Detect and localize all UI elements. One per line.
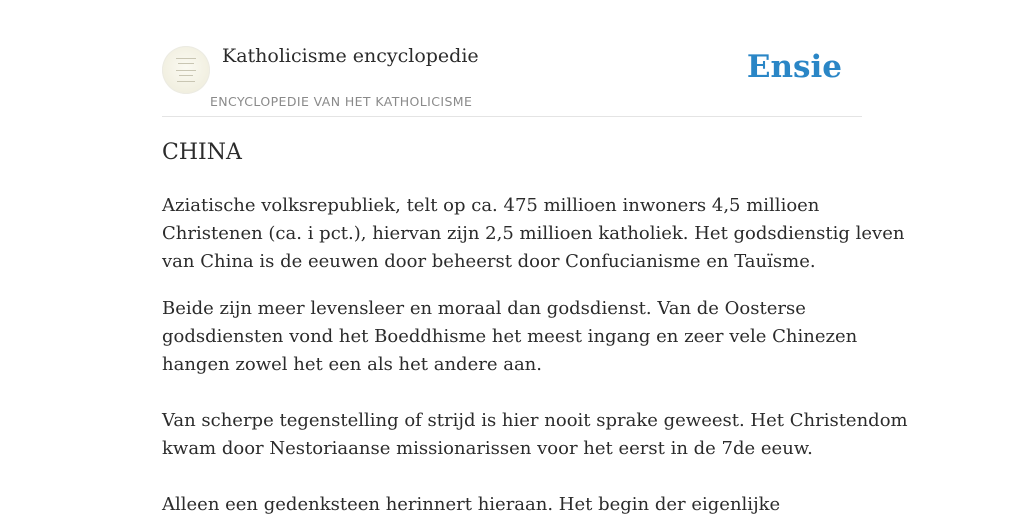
paragraph-line: Alleen een gedenksteen herinnert hieraan. Het begin der eigenlijke	[162, 494, 781, 515]
site-header	[162, 0, 862, 117]
article-paragraph	[162, 407, 908, 463]
site-subtitle: ENCYCLOPEDIE VAN HET KATHOLICISME	[210, 94, 473, 109]
site-title[interactable]: Katholicisme encyclopedie	[222, 45, 479, 67]
paragraph-line: godsdiensten vond het Boeddhisme het meest ingang en zeer vele Chinezen	[162, 326, 858, 347]
paragraph-line: hangen zowel het een als het andere aan.	[162, 354, 542, 375]
article-title: CHINA	[162, 140, 242, 165]
ensie-logo[interactable]: Ensie	[746, 49, 842, 85]
paragraph-line: van China is de eeuwen door beheerst door Confucianisme en Tauïsme.	[162, 251, 816, 272]
paragraph-line: Aziatische volksrepubliek, telt op ca. 475 millioen inwoners 4,5 millioen	[162, 195, 820, 216]
book-cover-icon[interactable]	[162, 46, 210, 94]
paragraph-line: Christenen (ca. i pct.), hiervan zijn 2,5 millioen katholiek. Het godsdienstig leven	[162, 223, 905, 244]
page	[162, 0, 908, 515]
paragraph-line: Van scherpe tegenstelling of strijd is hier nooit sprake geweest. Het Christendom	[162, 410, 908, 431]
paragraph-line: Beide zijn meer levensleer en moraal dan godsdienst. Van de Oosterse	[162, 298, 806, 319]
article-paragraph	[162, 491, 862, 519]
article-paragraph	[162, 295, 862, 379]
paragraph-line: kwam door Nestoriaanse missionarissen voor het eerst in de 7de eeuw.	[162, 438, 813, 459]
article-paragraph	[162, 192, 905, 276]
